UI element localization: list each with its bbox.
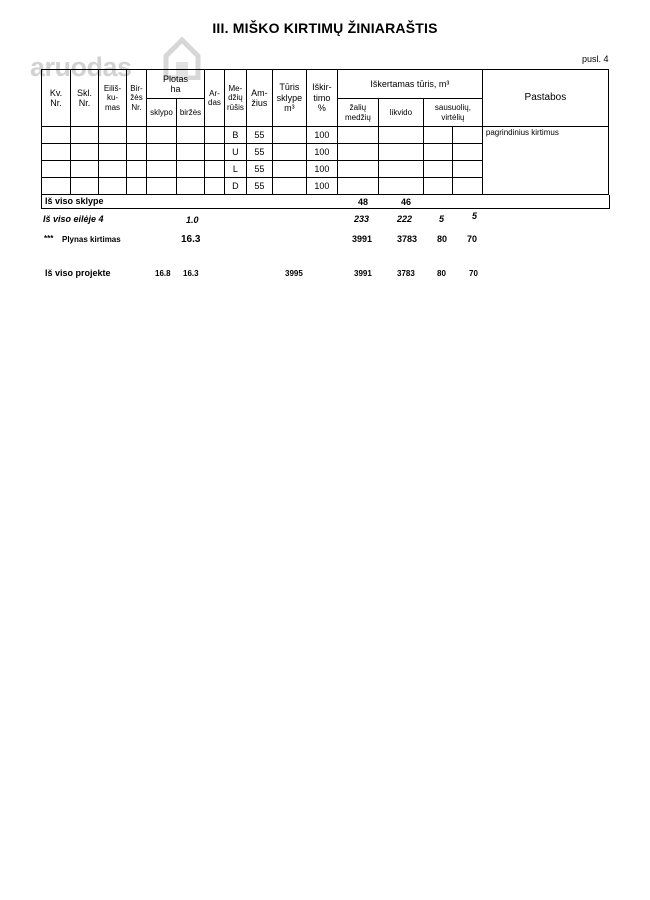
projekte-zaliu: 3991	[354, 269, 372, 278]
header-amzius: Am- žius	[246, 70, 272, 127]
header-iskertamas-turis: Iškertamas tūris, m³	[337, 70, 482, 99]
header-plotas: Plotas ha	[147, 70, 205, 99]
plynas-birzes: 16.3	[181, 234, 201, 245]
header-medziu-rusis: Me- džių rūšis	[224, 70, 246, 127]
total-eileje-sausuoliu: 5	[439, 214, 445, 224]
iskirtimo-cell: 100	[306, 161, 337, 178]
header-likvido: likvido	[378, 99, 423, 127]
projekte-sausuoliu: 80	[437, 269, 446, 278]
header-turis-sklype: Tūris sklype m³	[272, 70, 306, 127]
iskirtimo-cell: 100	[306, 127, 337, 144]
header-birzes: Bir- žės Nr.	[127, 70, 147, 127]
rusis-cell: L	[224, 161, 246, 178]
total-sklype-zaliu: 48	[358, 197, 369, 207]
total-eileje-zaliu: 233	[354, 214, 370, 224]
iskirtimo-cell: 100	[306, 178, 337, 195]
total-eileje-sausuoliu2: 5	[472, 211, 478, 221]
total-eileje-likvido: 222	[397, 214, 413, 224]
logging-table	[41, 69, 609, 195]
plynas-label: Plynas kirtimas	[62, 235, 121, 244]
projekte-sausuoliu2: 70	[469, 269, 478, 278]
header-zaliu-medziu: žalių medžių	[337, 99, 378, 127]
header-skl: Skl. Nr.	[71, 70, 99, 127]
projekte-sklypo: 16.8	[155, 269, 171, 278]
projekte-likvido: 3783	[397, 269, 415, 278]
amzius-cell: 55	[246, 144, 272, 161]
plynas-stars: ***	[44, 234, 54, 243]
header-sausuoliu: sausuolių, virtėlių	[423, 99, 482, 127]
watermark-logo: aruodas	[30, 52, 132, 82]
iskirtimo-cell: 100	[306, 144, 337, 161]
header-iskirtimo: Iškir- timo %	[306, 70, 337, 127]
header-eiliskumas: Eiliš- ku- mas	[99, 70, 127, 127]
header-sklypo: sklypo	[147, 99, 177, 127]
document-title: III. MIŠKO KIRTIMŲ ŽINIARAŠTIS	[212, 20, 438, 36]
total-eileje-birzes: 1.0	[186, 215, 199, 225]
total-sklype-row	[41, 195, 610, 209]
amzius-cell: 55	[246, 178, 272, 195]
page-number: pusl. 4	[582, 54, 609, 64]
total-eileje-label: Iš viso eilėje 4	[43, 214, 104, 224]
projekte-birzes: 16.3	[183, 269, 199, 278]
notes-cell: pagrindinius kirtimus	[482, 127, 608, 195]
projekte-turis: 3995	[285, 269, 303, 278]
plynas-sausuoliu: 80	[437, 234, 448, 244]
header-pastabos: Pastabos	[482, 70, 608, 127]
table-row	[42, 127, 609, 144]
total-sklype-label: Iš viso sklype	[45, 196, 104, 206]
projekte-label: Iš viso projekte	[45, 268, 111, 278]
header-ardas: Ar- das	[205, 70, 225, 127]
plynas-sausuoliu2: 70	[467, 234, 478, 244]
rusis-cell: B	[224, 127, 246, 144]
plynas-zaliu: 3991	[352, 234, 373, 244]
header-kv: Kv. Nr.	[42, 70, 71, 127]
header-birzes-sub: biržės	[177, 99, 205, 127]
amzius-cell: 55	[246, 127, 272, 144]
rusis-cell: D	[224, 178, 246, 195]
amzius-cell: 55	[246, 161, 272, 178]
plynas-likvido: 3783	[397, 234, 418, 244]
rusis-cell: U	[224, 144, 246, 161]
total-sklype-likvido: 46	[401, 197, 412, 207]
